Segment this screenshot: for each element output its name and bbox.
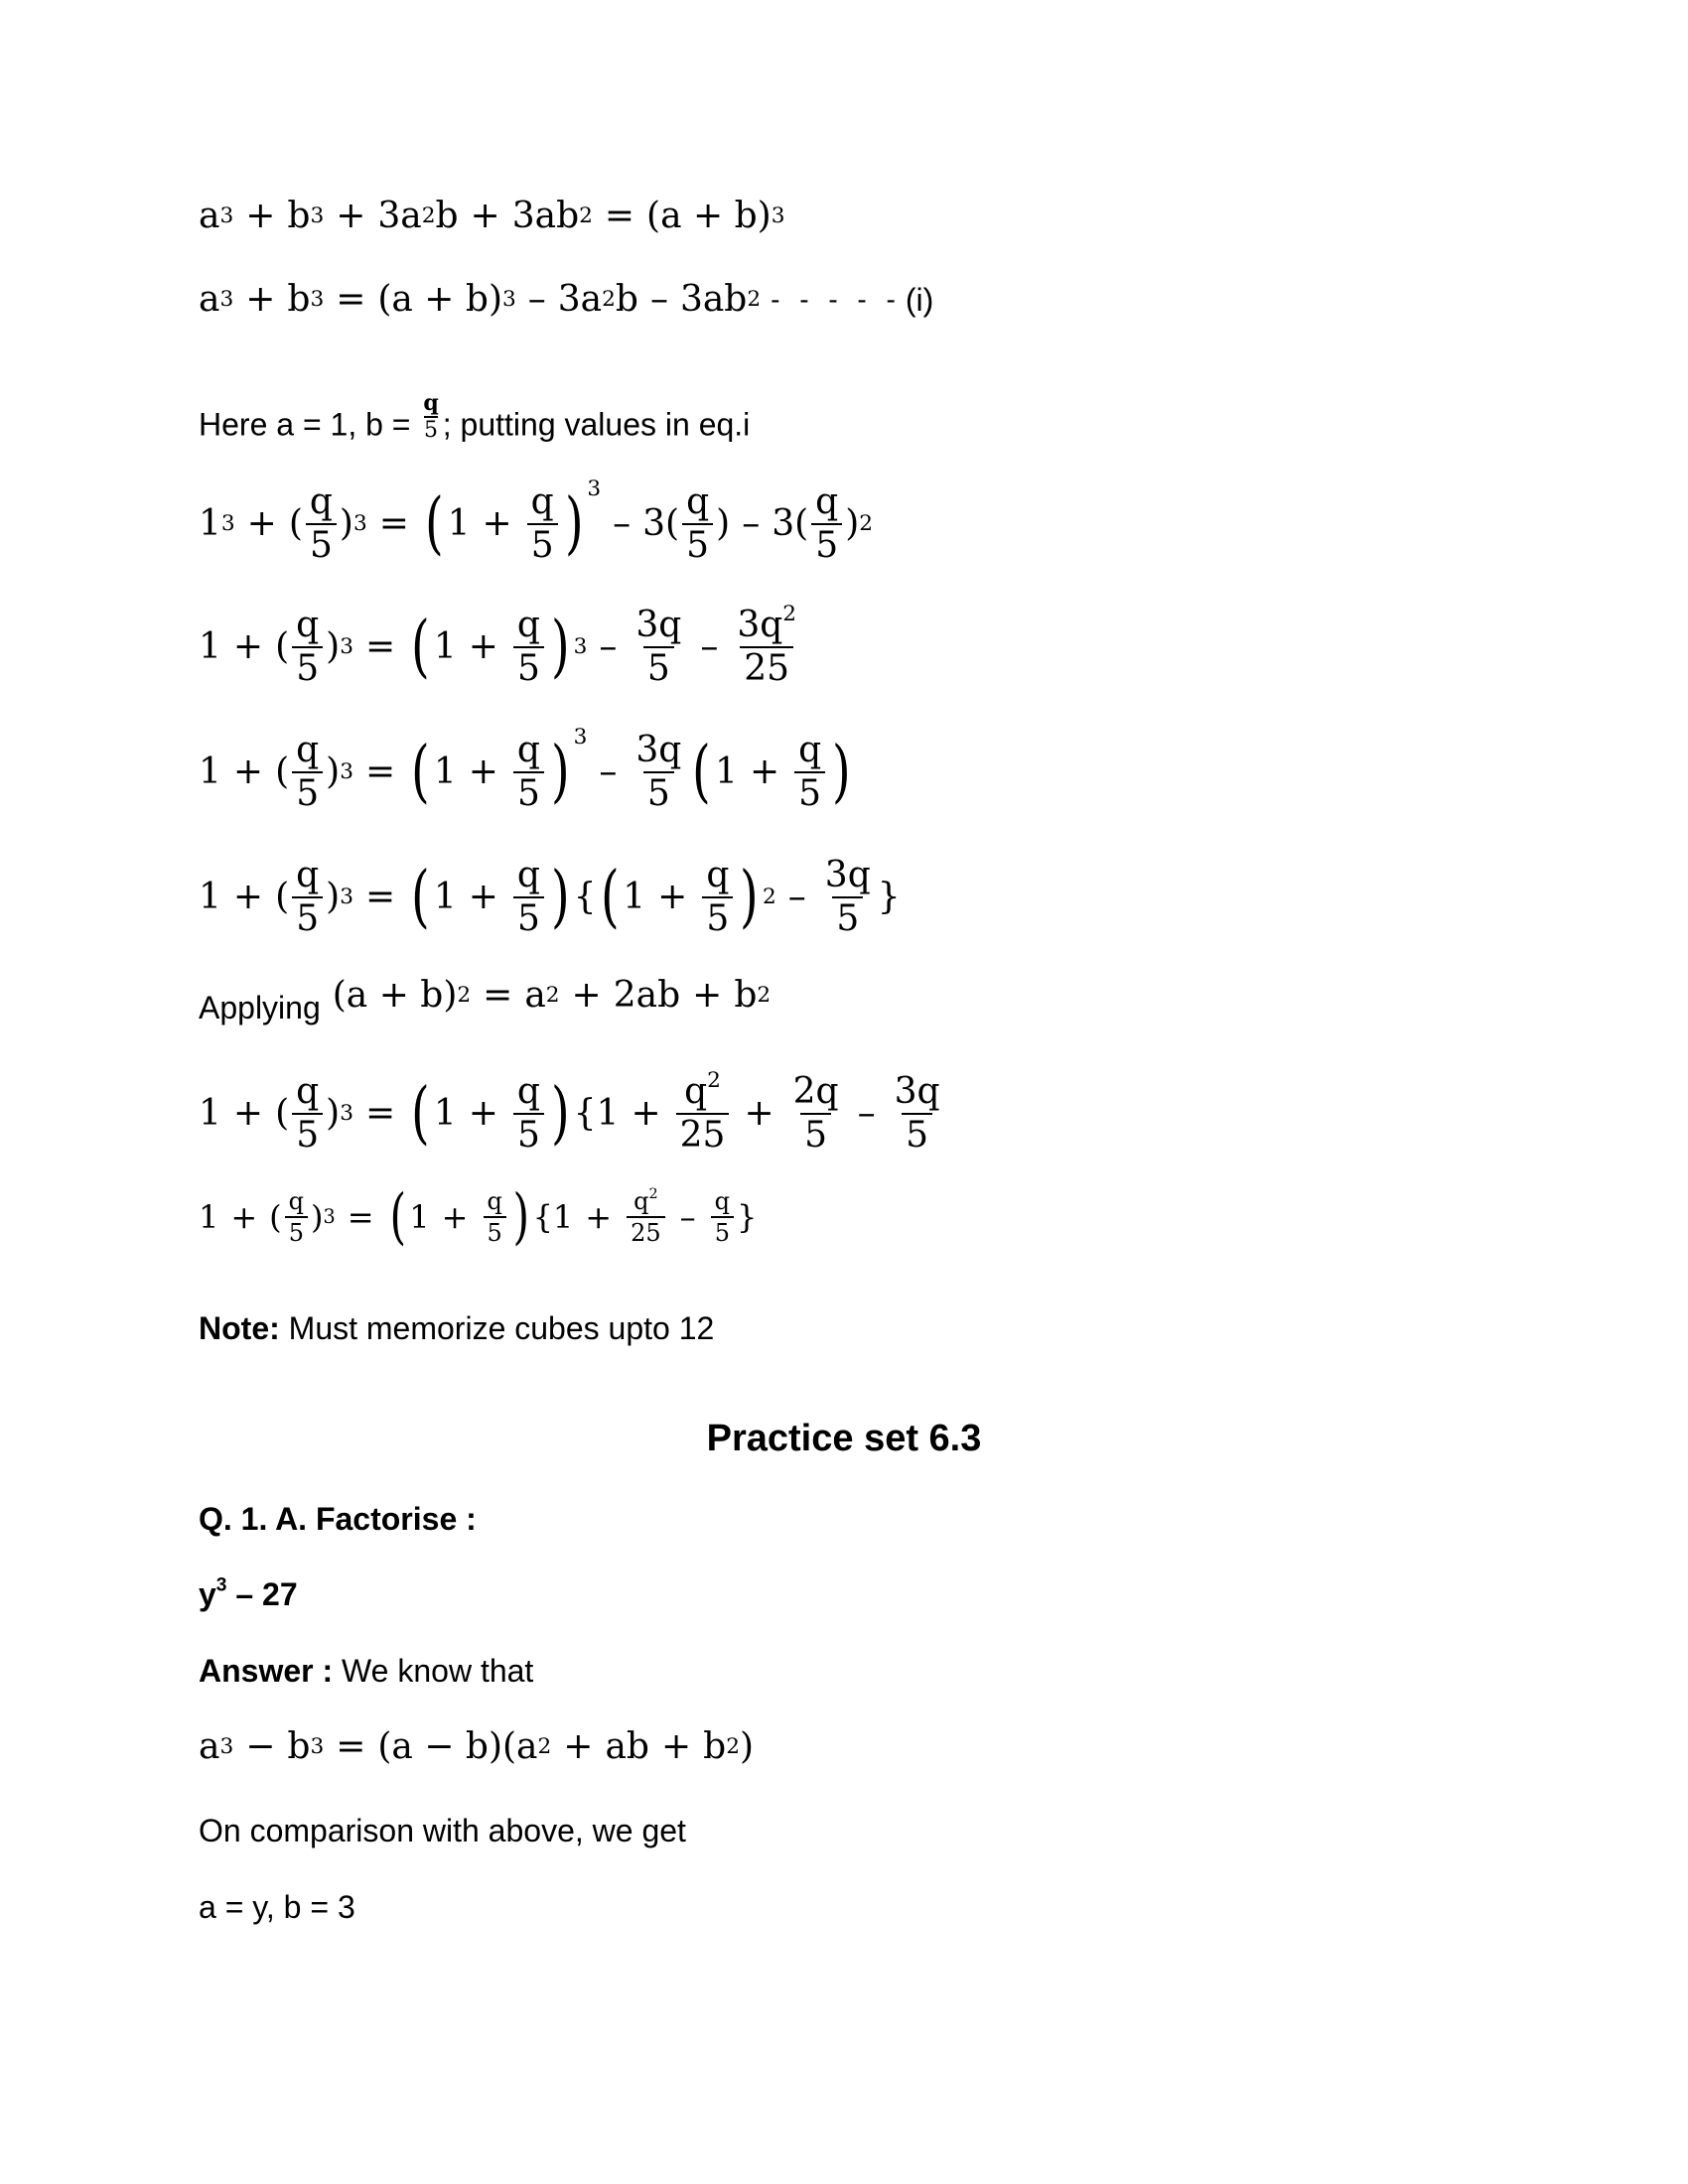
note-label: Note: <box>199 1310 280 1346</box>
applying-formula: Applying (a + b) 2 = a 2 + 2ab + b 2 <box>199 975 772 1025</box>
substitution-text: Here a = 1, b = $\frac{q}{5}$ ; putting values in eq.i <box>199 390 751 443</box>
difference-of-cubes-formula: a 3 − b 3 = (a − b) (a 2 + ab + b 2 ) <box>199 1726 754 1767</box>
question-expression: $y^3 - 27$ <box>199 1574 298 1612</box>
note-paragraph <box>199 1310 714 1347</box>
question-label: Q. 1. A. Factorise : <box>199 1501 477 1537</box>
final-equation: 1 + ( $\frac{q}{5}$ ) 3 = ( 1 + $\frac{q}{5}$ ) {1 + $\frac{q^2}{25}$ – $\frac{q}{5}$ } <box>199 1181 758 1252</box>
factored-equation: 1 + ( $\frac{q}{5}$ ) 3 = ( 1 + $\frac{q}{5}$ ) { ( 1 + $\frac{q}{5}$ ) 2 – $\frac{3q}{5}$ } <box>199 855 901 939</box>
identity-equation: a 3 + b 3 + 3a 2 b + 3ab 2 = (a + b) 3 <box>199 196 785 236</box>
substituted-equation: 1 3 + ( $\frac{q}{5}$ ) 3 = ( 1 + $\frac{q}{5}$ ) 3 – 3( $\frac{q}{5}$ ) – 3( $\frac{q}{5}$ ) 2 <box>199 477 873 566</box>
answer-label: Answer : <box>199 1653 334 1689</box>
simplified-equation-1: 1 + ( $\frac{q}{5}$ ) 3 = ( 1 + $\frac{q}{5}$ ) 3 – $\frac{3q}{5}$ – $\frac{3q^2}{25}$ <box>199 601 797 689</box>
expanded-equation: 1 + ( $\frac{q}{5}$ ) 3 = ( 1 + $\frac{q}{5}$ ) {1 + $\frac{q^2}{25}$ + $\frac{2q}{5}$ – $\frac{3q}{5}$ <box>199 1067 940 1156</box>
note-text: Must memorize cubes upto 12 <box>279 1310 715 1346</box>
values-text: a = y, b = 3 <box>199 1889 355 1925</box>
answer-paragraph <box>199 1653 533 1690</box>
section-title: Practice set 6.3 <box>706 1418 982 1459</box>
simplified-equation-2: 1 + ( $\frac{q}{5}$ ) 3 = ( 1 + $\frac{q}{5}$ ) 3 – $\frac{3q}{5}$ ( 1 + $\frac{q}{5}$ ) <box>199 725 851 814</box>
comparison-text: On comparison with above, we get <box>199 1813 686 1848</box>
fraction-q-over-5: $\frac{q}{5}$ <box>423 390 439 443</box>
answer-text: We know that <box>333 1653 534 1689</box>
rearranged-equation: a 3 + b 3 = (a + b) 3 – 3a 2 b – 3ab 2 - - - - - (i) <box>199 279 934 320</box>
